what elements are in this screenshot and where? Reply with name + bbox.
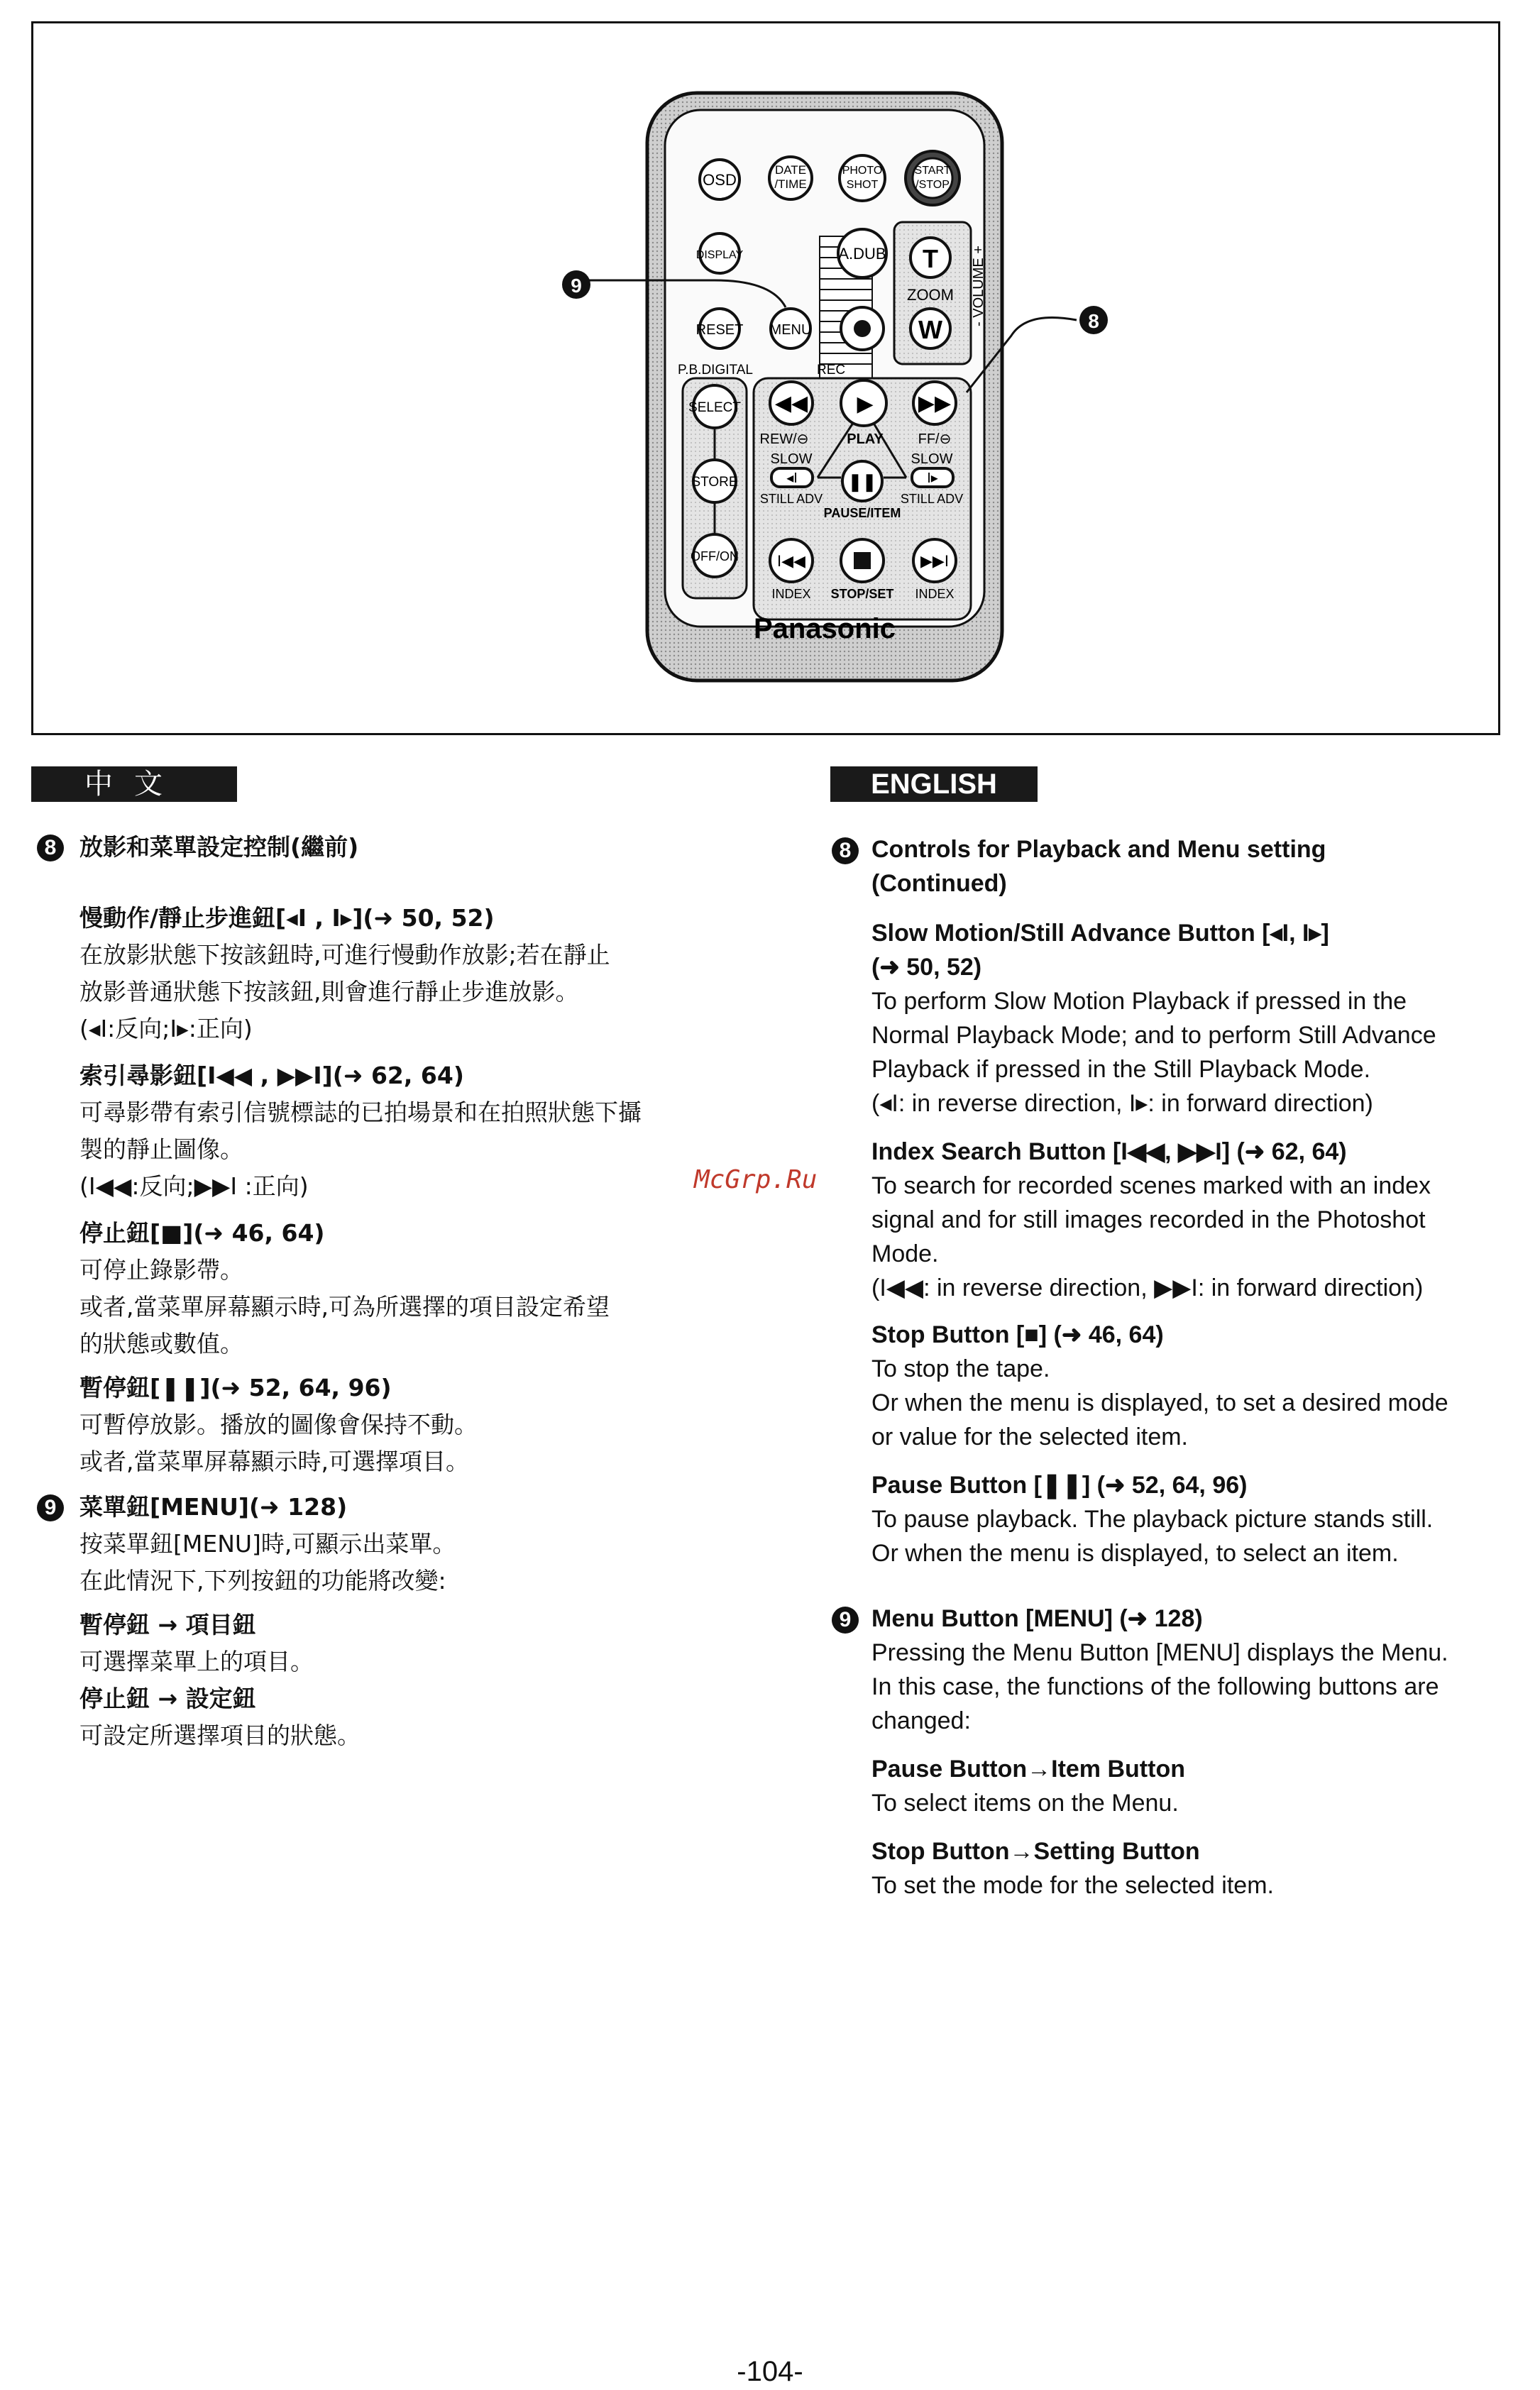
- date-time-button: [769, 157, 812, 199]
- slow-right-label: SLOW: [911, 451, 953, 467]
- pb-digital-label: P.B.DIGITAL: [678, 363, 753, 378]
- svg-text:SELECT: SELECT: [688, 400, 741, 415]
- zoom-label: ZOOM: [907, 286, 954, 304]
- svg-text:START: START: [914, 165, 951, 177]
- svg-text:I◀◀: I◀◀: [777, 552, 805, 570]
- en-index-line: (I◀◀: in reverse direction, ▶▶I: in forward direction): [871, 1274, 1424, 1301]
- en-stop-set-title: Stop Button→Setting Button: [871, 1838, 1200, 1865]
- zh-index-line: 製的靜止圖像。: [79, 1135, 243, 1163]
- en-section8-title: (Continued): [871, 870, 1007, 897]
- svg-text:STORE: STORE: [691, 475, 738, 490]
- store-button: [691, 460, 737, 502]
- zh-pause-item-line: 可選擇菜單上的項目。: [79, 1648, 314, 1675]
- en-index-title: Index Search Button [I◀◀, ▶▶I] (➜ 62, 64): [871, 1138, 1347, 1165]
- en-stop-line: or value for the selected item.: [871, 1423, 1189, 1450]
- svg-text:/STOP: /STOP: [915, 179, 950, 191]
- en-slow-title: Slow Motion/Still Advance Button [◂I, I▸]: [871, 920, 1329, 947]
- en-menu-title: Menu Button [MENU] (➜ 128): [871, 1605, 1203, 1632]
- en-pause-line: Or when the menu is displayed, to select an item.: [871, 1540, 1399, 1567]
- section-8-badge: 8: [37, 835, 64, 861]
- pause-item-label: PAUSE/ITEM: [823, 506, 901, 520]
- zoom-w-button: [911, 309, 950, 348]
- en-index-line: To search for recorded scenes marked with an index: [871, 1172, 1431, 1199]
- page-number: -104-: [737, 2356, 803, 2387]
- callout-9-badge: [562, 270, 590, 299]
- en-pause-title: Pause Button [❚❚] (➜ 52, 64, 96): [871, 1472, 1248, 1499]
- zh-pause-line: 或者,當菜單屏幕顯示時,可選擇項目。: [79, 1448, 469, 1475]
- english-section-header: ENGLISH: [830, 766, 1038, 802]
- index-forward-button: [913, 539, 956, 582]
- en-slow-title: (➜ 50, 52): [871, 954, 982, 981]
- start-stop-button: [906, 151, 959, 205]
- en-stop-set-line: To set the mode for the selected item.: [871, 1872, 1274, 1899]
- rec-button: [841, 307, 884, 350]
- rew-button: [770, 382, 813, 424]
- en-slow-line: To perform Slow Motion Playback if pressed in the: [871, 988, 1407, 1015]
- en-slow-line: (◂I: in reverse direction, I▸: in forward direction): [871, 1090, 1373, 1117]
- osd-button: [700, 160, 739, 199]
- watermark: McGrp.Ru: [694, 1165, 818, 1194]
- en-slow-line: Normal Playback Mode; and to perform Still Advance: [871, 1022, 1436, 1049]
- section-9-badge: 9: [832, 1607, 859, 1634]
- figure-frame: [31, 21, 1500, 735]
- svg-text:DISPLAY: DISPLAY: [695, 249, 744, 261]
- zh-index-title: 索引尋影鈕[I◀◀ , ▶▶I](➜ 62, 64): [79, 1062, 464, 1089]
- slow-left-label: SLOW: [770, 451, 813, 467]
- en-menu-line: changed:: [871, 1707, 971, 1734]
- zh-menu-title: 菜單鈕[MENU](➜ 128): [79, 1493, 348, 1521]
- zh-index-line: 可尋影帶有索引信號標誌的已拍場景和在拍照狀態下攝: [79, 1098, 642, 1126]
- svg-text:PHOTO: PHOTO: [842, 165, 883, 177]
- off-on-button: [691, 534, 739, 577]
- stop-set-button: [841, 539, 884, 582]
- svg-text:▶▶: ▶▶: [918, 392, 952, 415]
- svg-text:W: W: [918, 315, 942, 344]
- zh-stop-line: 可停止錄影帶。: [79, 1256, 243, 1284]
- remote-control-illustration: [33, 23, 1498, 733]
- en-stop-line: To stop the tape.: [871, 1355, 1050, 1382]
- index-right-label: INDEX: [915, 587, 955, 601]
- zh-slow-line: 放影普通狀態下按該鈕,則會進行靜止步進放影。: [79, 978, 579, 1006]
- index-reverse-button: [770, 539, 813, 582]
- svg-text:MENU: MENU: [769, 322, 812, 338]
- a-dub-button: [838, 229, 886, 277]
- en-section8-title: Controls for Playback and Menu setting: [871, 836, 1326, 863]
- chinese-section-header: 中文: [31, 766, 237, 802]
- photo-shot-button: [840, 155, 885, 201]
- zh-pause-item-title: 暫停鈕 → 項目鈕: [79, 1611, 256, 1639]
- panasonic-logo: Panasonic: [753, 613, 896, 644]
- zh-stop-line: 的狀態或數值。: [79, 1330, 243, 1358]
- zh-pause-line: 可暫停放影。播放的圖像會保持不動。: [79, 1411, 478, 1438]
- section-8-badge: 8: [832, 837, 859, 864]
- osd-label: OSD: [703, 171, 737, 189]
- zh-section8-title: 放影和菜單設定控制(繼前): [79, 833, 359, 861]
- play-button: [841, 380, 886, 426]
- svg-text:T: T: [923, 244, 938, 273]
- svg-text:◀◀: ◀◀: [774, 392, 808, 415]
- rew-label: REW/⊖: [759, 431, 809, 447]
- play-label: PLAY: [847, 431, 884, 447]
- zh-stop-set-title: 停止鈕 → 設定鈕: [79, 1685, 256, 1712]
- en-pause-item-line: To select items on the Menu.: [871, 1790, 1179, 1817]
- zh-index-line: (I◀◀:反向;▶▶I :正向): [79, 1172, 309, 1200]
- zh-menu-line: 在此情況下,下列按鈕的功能將改變:: [79, 1567, 446, 1595]
- zh-menu-line: 按菜單鈕[MENU]時,可顯示出菜單。: [79, 1530, 456, 1558]
- en-index-line: signal and for still images recorded in the Photoshot: [871, 1206, 1426, 1233]
- zh-stop-line: 或者,當菜單屏幕顯示時,可為所選擇的項目設定希望: [79, 1293, 610, 1321]
- svg-text:▶▶I: ▶▶I: [920, 552, 949, 570]
- slow-reverse-button: [771, 468, 813, 487]
- svg-text:OFF/ON: OFF/ON: [691, 549, 739, 563]
- zh-slow-line: (◂I:反向;I▸:正向): [79, 1015, 253, 1042]
- zoom-t-button: [911, 238, 950, 277]
- en-menu-line: Pressing the Menu Button [MENU] displays the Menu.: [871, 1639, 1448, 1666]
- en-pause-line: To pause playback. The playback picture stands still.: [871, 1506, 1434, 1533]
- zh-pause-title: 暫停鈕[❚❚](➜ 52, 64, 96): [79, 1374, 392, 1401]
- en-stop-title: Stop Button [■] (➜ 46, 64): [871, 1321, 1164, 1348]
- stop-set-label: STOP/SET: [830, 587, 894, 601]
- ff-button: [913, 382, 956, 424]
- en-slow-line: Playback if pressed in the Still Playback Mode.: [871, 1056, 1371, 1083]
- svg-text:8: 8: [1088, 310, 1099, 332]
- rec-label: REC: [817, 363, 846, 378]
- svg-text:DATE: DATE: [774, 163, 807, 177]
- en-stop-line: Or when the menu is displayed, to set a desired mode: [871, 1389, 1448, 1416]
- svg-text:A.DUB: A.DUB: [838, 245, 886, 263]
- callout-8-badge: [1079, 306, 1108, 334]
- menu-button: [770, 309, 812, 348]
- zh-slow-line: 在放影狀態下按該鈕時,可進行慢動作放影;若在靜止: [79, 941, 610, 969]
- ff-label: FF/⊖: [918, 431, 952, 447]
- svg-text:▶: ▶: [857, 392, 874, 416]
- en-pause-item-title: Pause Button→Item Button: [871, 1756, 1185, 1783]
- index-left-label: INDEX: [771, 587, 811, 601]
- svg-text:/TIME: /TIME: [774, 177, 807, 191]
- svg-text:SHOT: SHOT: [846, 179, 879, 191]
- zh-slow-title: 慢動作/靜止步進鈕[◂I , I▸](➜ 50, 52): [79, 904, 495, 932]
- zh-stop-set-line: 可設定所選擇項目的狀態。: [79, 1722, 361, 1749]
- zh-stop-title: 停止鈕[■](➜ 46, 64): [79, 1219, 325, 1247]
- svg-text:❚❚: ❚❚: [847, 473, 877, 492]
- svg-text:9: 9: [571, 275, 582, 297]
- slow-forward-button: [912, 468, 953, 487]
- still-adv-left-label: STILL ADV: [759, 492, 823, 506]
- svg-text:◂I: ◂I: [786, 470, 798, 486]
- volume-label: - VOLUME +: [971, 246, 986, 326]
- en-index-line: Mode.: [871, 1240, 939, 1267]
- svg-text:RESET: RESET: [695, 322, 744, 338]
- section-9-badge: 9: [37, 1494, 64, 1521]
- still-adv-right-label: STILL ADV: [900, 492, 964, 506]
- pause-button: [842, 461, 882, 501]
- en-menu-line: In this case, the functions of the following buttons are: [871, 1673, 1439, 1700]
- svg-text:I▸: I▸: [927, 470, 938, 486]
